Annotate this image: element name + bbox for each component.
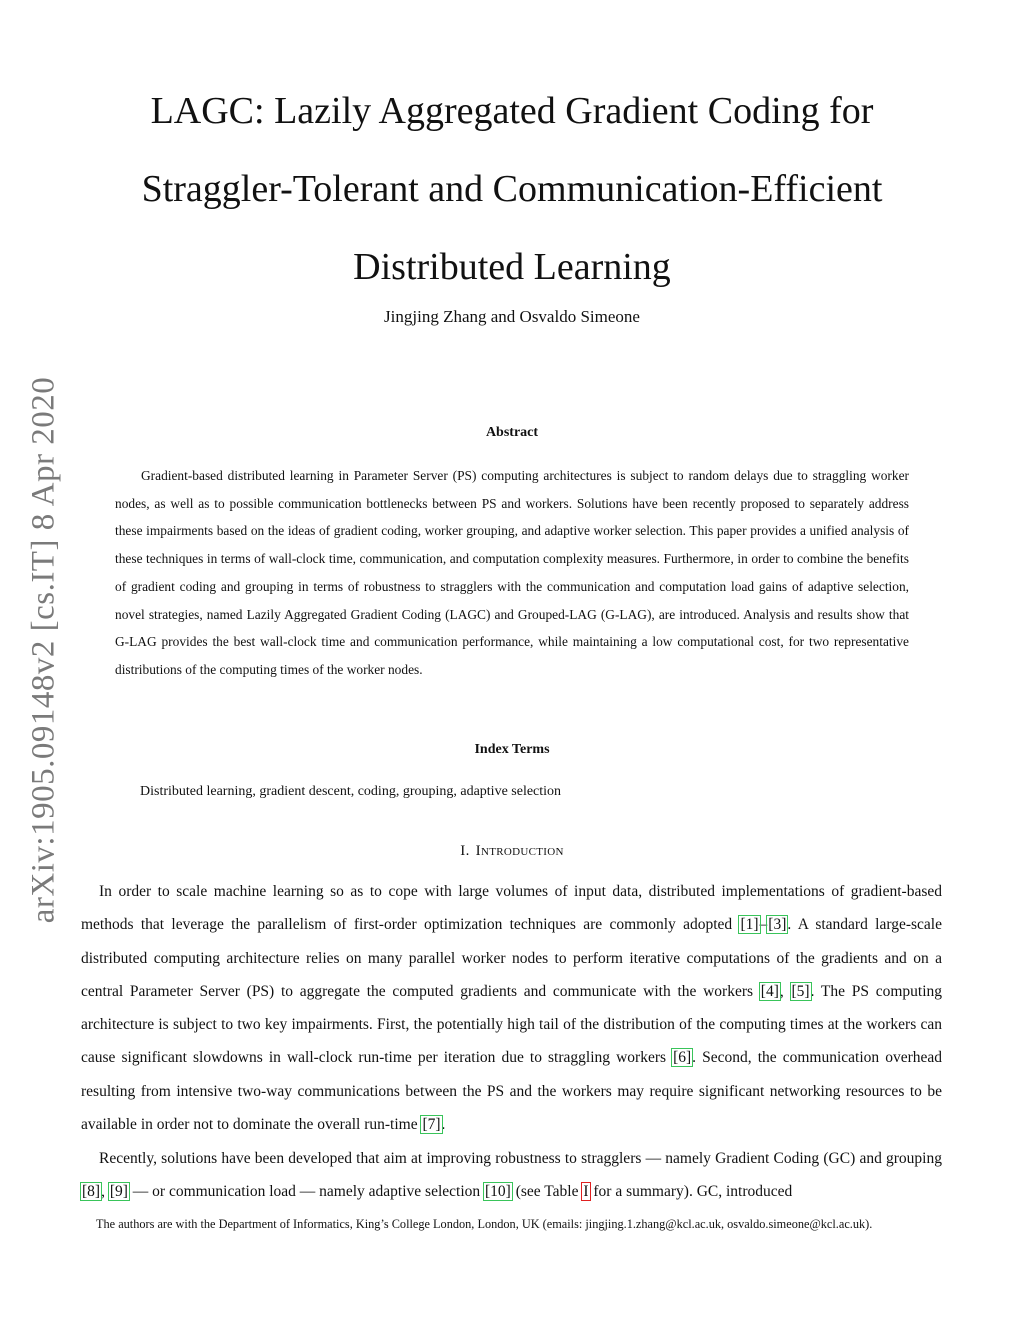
table-reference-link[interactable]: I [583,1183,589,1201]
author-list: Jingjing Zhang and Osvaldo Simeone [384,307,640,326]
section-title: Introduction [475,843,564,859]
citation-link[interactable]: [7] [422,1116,441,1134]
text-run: . The PS computing architecture is subject to two key impairments. First, the potentially high tail of the distribution of the computing times at the workers can cause significant slowdowns in wall-clock run-time per iteration due to straggling workers [81,982,943,1067]
title-line-3: Distributed Learning [353,246,671,288]
text-run: . Second, the communication overhead resulting from intensive two-way communications between the PS and the workers may require significant networking resources to be available in order not to dominate the overall run-time [81,1049,942,1134]
title-line-1: LAGC: Lazily Aggregated Gradient Coding for [150,90,874,132]
text-run: Recently, solutions have been developed that aim at improving robustness to stragglers — namely Gradient Coding (GC) and grouping [99,1150,942,1167]
author-footnote: The authors are with the Department of Informatics, King’s College London, London, UK (emails: jingjing.1.zhang@kcl.ac.uk, osvaldo.simeone@kcl.ac.uk). [96,1217,873,1231]
text-run: — or communication load — namely adaptive selection [128,1183,485,1201]
citation-link[interactable]: [9] [109,1183,128,1201]
citation-link[interactable]: [8] [82,1183,101,1201]
arxiv-side-stamp: arXiv:1905.09148v2 [cs.IT] 8 Apr 2020 [25,376,62,924]
intro-paragraph-2 [81,1142,942,1209]
citation-link[interactable]: [6] [673,1049,692,1067]
text-run: , [779,982,791,1000]
citation-link[interactable]: [10] [485,1183,511,1201]
abstract-text: Gradient-based distributed learning in Parameter Server (PS) computing architectures is subject to random delays due to straggling worker nodes, as well as to possible communication bottlenecks between PS and workers. Solutions have been recently proposed to separately address these impairments based on the ideas of gradient coding, worker grouping, and adaptive worker selection. This paper provides a unified analysis of these techniques in terms of wall-clock time, communication, and computation complexity measures. Furthermore, in order to combine the benefits of gradient coding and grouping in terms of robustness to stragglers with the communication and computation load gains of adaptive selection, novel strategies, named Lazily Aggregated Gradient Coding (LAGC) and Grouped-LAG (G-LAG), are introduced. Analysis and results show that G-LAG provides the best wall-clock time and communication performance, while maintaining a low computational cost, for two representative distributions of the computing times of the worker nodes. [115,468,909,677]
citation-link[interactable]: [1] [740,916,759,934]
text-run: , [101,1183,109,1201]
text-run: – [759,916,768,934]
intro-paragraph-1 [81,875,942,1141]
text-run: (see Table [511,1183,583,1201]
index-terms-heading: Index Terms [474,742,550,757]
abstract-heading: Abstract [485,425,539,440]
index-terms-text: Distributed learning, gradient descent, coding, grouping, adaptive selection [140,784,562,799]
citation-link[interactable]: [5] [791,982,810,1000]
text-run: In order to scale machine learning so as to cope with large volumes of input data, distributed implementations of gradient-based methods that leverage the parallelism of first-order optimization techniques are commonly adopted [81,883,942,934]
text-run: . [441,1116,446,1134]
paper-title [100,72,924,306]
section-number: I. [460,843,470,859]
citation-link[interactable]: [4] [760,982,779,1000]
title-line-2: Straggler-Tolerant and Communication-Efficient [141,168,883,210]
text-run: for a summary). GC, introduced [589,1183,793,1201]
section-heading-introduction [100,843,924,860]
citation-link[interactable]: [3] [768,916,787,934]
text-run: . A standard large-scale distributed computing architecture relies on many parallel worker nodes to perform iterative computations of the gradients and on a central Parameter Server (PS) to aggregate the computed gradients and communicate with the workers [81,916,942,1000]
